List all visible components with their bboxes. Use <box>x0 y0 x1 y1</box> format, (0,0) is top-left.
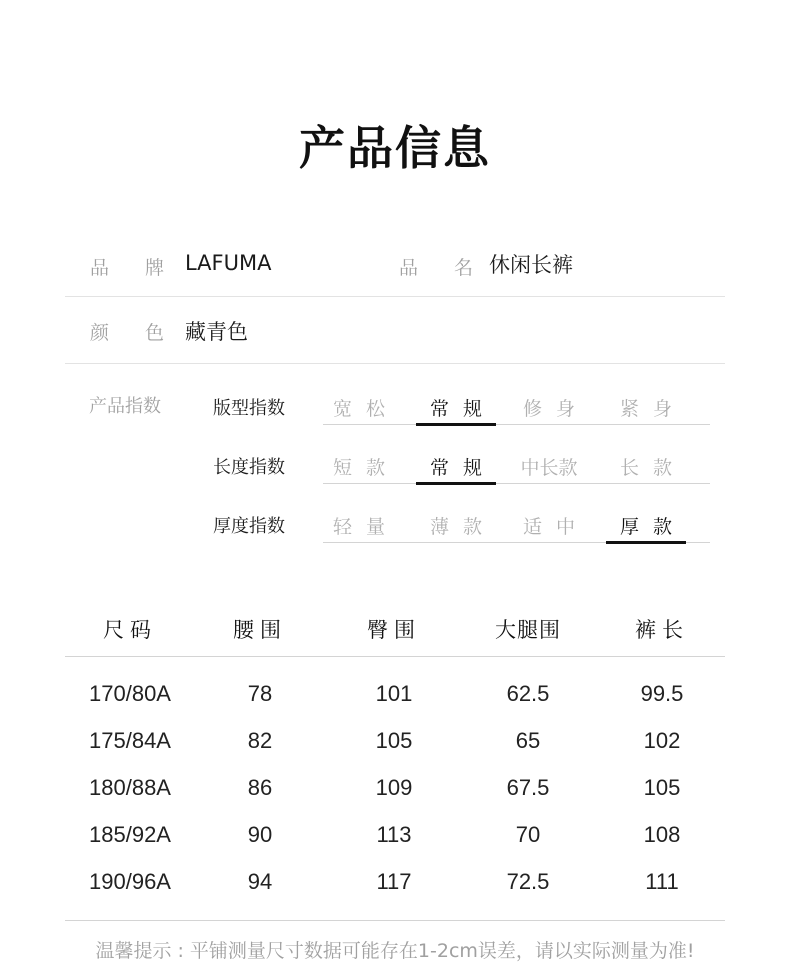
table-row <box>65 681 725 721</box>
table-cell: 67.5 <box>506 775 550 800</box>
index-option <box>319 453 399 480</box>
index-option-glyph: 轻 <box>332 516 352 538</box>
page-title: 产品信息 <box>299 121 491 175</box>
brand-value: LAFUMA <box>185 251 272 275</box>
index-option-label <box>509 512 589 539</box>
index-option <box>509 512 589 539</box>
indices-label: 产品指数 <box>89 396 161 417</box>
table-cell: 170/80A <box>89 681 171 706</box>
header-length: 裤长 <box>635 618 689 642</box>
index-scale-line <box>323 483 710 484</box>
index-option-glyph: 常 <box>429 398 449 420</box>
index-option-label <box>509 394 589 421</box>
index-option-glyph: 身 <box>556 398 576 420</box>
index-option-selected <box>416 453 496 480</box>
table-cell: 113 <box>376 822 412 847</box>
divider <box>65 920 725 921</box>
color-label: 颜 色 <box>90 322 164 344</box>
index-option-label <box>319 512 399 539</box>
table-cell: 82 <box>247 728 273 753</box>
index-option-label <box>606 453 686 480</box>
table-row <box>65 822 725 862</box>
product-name-value: 休闲长裤 <box>489 253 573 277</box>
index-option-label <box>416 394 496 421</box>
header-waist: 腰围 <box>233 618 287 642</box>
table-cell: 111 <box>645 869 679 894</box>
table-cell: 102 <box>643 728 681 753</box>
index-option-glyph: 款 <box>653 516 673 538</box>
index-option-glyph: 松 <box>366 398 386 420</box>
index-option-selected <box>416 394 496 421</box>
table-cell: 94 <box>247 869 273 894</box>
index-option-glyph: 厚 <box>619 516 639 538</box>
table-cell: 90 <box>247 822 273 847</box>
info-row-color <box>65 297 725 364</box>
table-cell: 99.5 <box>640 681 684 706</box>
index-option <box>319 394 399 421</box>
table-row <box>65 775 725 815</box>
table-row <box>65 869 725 909</box>
index-option-glyph: 紧 <box>619 398 639 420</box>
index-option-glyph: 款 <box>366 457 386 479</box>
measurement-tip: 温馨提示 : 平铺测量尺寸数据可能存在1-2cm误差，请以实际测量为准! <box>95 940 695 962</box>
table-cell: 185/92A <box>89 822 171 847</box>
index-option <box>606 453 686 480</box>
index-option-glyph: 短 <box>332 457 352 479</box>
index-option <box>416 512 496 539</box>
index-scale-line <box>323 424 710 425</box>
table-cell: 105 <box>375 728 413 753</box>
brand-label: 品 牌 <box>90 257 164 279</box>
table-cell: 117 <box>376 869 412 894</box>
table-cell: 78 <box>247 681 273 706</box>
index-option-glyph: 常 <box>429 457 449 479</box>
index-option-label <box>319 394 399 421</box>
table-cell: 190/96A <box>89 869 171 894</box>
table-cell: 175/84A <box>89 728 171 753</box>
index-option-glyph: 款 <box>653 457 673 479</box>
index-option-label <box>319 453 399 480</box>
table-cell: 70 <box>515 822 541 847</box>
index-name: 长度指数 <box>213 457 285 478</box>
index-option-selected <box>606 512 686 539</box>
index-option <box>509 394 589 421</box>
color-value: 藏青色 <box>185 320 248 344</box>
table-cell: 109 <box>375 775 413 800</box>
index-option-label <box>606 512 686 539</box>
header-thigh: 大腿围 <box>495 618 561 642</box>
table-cell: 105 <box>643 775 681 800</box>
index-option-label: 中长款 <box>520 457 578 479</box>
index-option-label <box>416 512 496 539</box>
index-option-glyph: 修 <box>522 398 542 420</box>
header-hip: 臀围 <box>367 618 421 642</box>
table-cell: 86 <box>247 775 273 800</box>
index-option-glyph: 中 <box>556 516 576 538</box>
index-option-glyph: 款 <box>463 516 483 538</box>
size-table-header <box>65 614 725 657</box>
index-option-glyph: 长 <box>619 457 639 479</box>
table-cell: 62.5 <box>506 681 550 706</box>
index-option-label <box>416 453 496 480</box>
index-option-glyph: 宽 <box>332 398 352 420</box>
table-cell: 72.5 <box>506 869 550 894</box>
table-row <box>65 728 725 768</box>
header-size: 尺码 <box>103 618 157 642</box>
index-option-label <box>606 394 686 421</box>
table-cell: 180/88A <box>89 775 171 800</box>
index-name: 版型指数 <box>213 398 285 419</box>
index-name: 厚度指数 <box>213 516 285 537</box>
info-row-brand <box>65 230 725 297</box>
index-option-glyph: 适 <box>522 516 542 538</box>
index-option <box>509 453 589 480</box>
index-option <box>319 512 399 539</box>
index-option-glyph: 规 <box>463 398 483 420</box>
index-option-glyph: 规 <box>463 457 483 479</box>
table-cell: 108 <box>643 822 681 847</box>
product-name-label: 品 名 <box>399 257 473 279</box>
index-option <box>606 394 686 421</box>
index-option-glyph: 薄 <box>429 516 449 538</box>
index-option-glyph: 身 <box>653 398 673 420</box>
index-option-glyph: 量 <box>366 516 386 538</box>
table-cell: 65 <box>515 728 541 753</box>
table-cell: 101 <box>375 681 413 706</box>
